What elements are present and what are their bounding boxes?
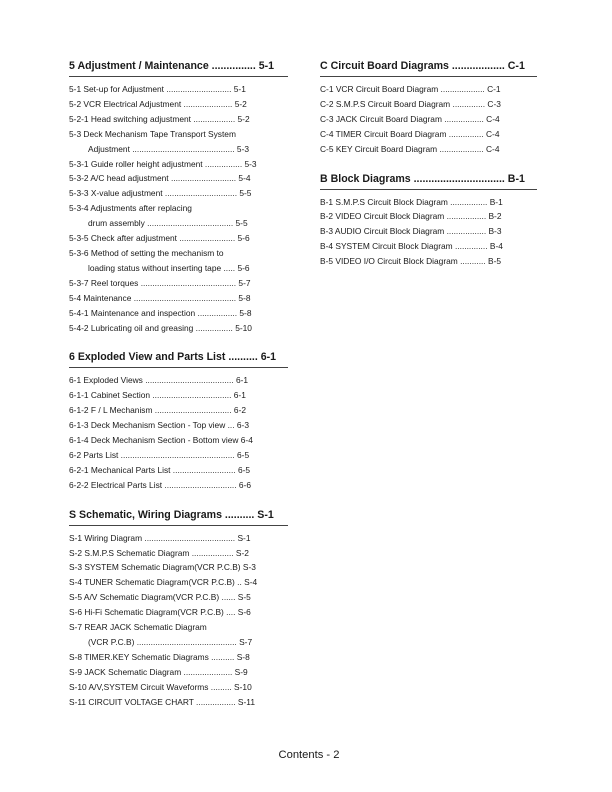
page-footer	[0, 749, 612, 761]
toc-entry[interactable]: S-1 Wiring Diagram ....................................... S-1	[69, 532, 251, 543]
section-heading[interactable]: S Schematic, Wiring Diagrams .......... S-1	[69, 509, 288, 526]
toc-entry[interactable]: loading status without inserting tape ..... 5-6	[88, 262, 250, 273]
toc-entry[interactable]: B-5 VIDEO I/O Circuit Block Diagram ........... B-5	[320, 256, 502, 267]
entry-list	[69, 82, 288, 335]
entry-list	[69, 373, 288, 492]
toc-section-6	[69, 351, 288, 492]
toc-entry[interactable]: 6-2-2 Electrical Parts List ............................... 6-6	[69, 479, 251, 490]
right-column	[320, 60, 537, 285]
toc-entry[interactable]: 5-3-5 Check after adjustment ........................ 5-6	[69, 233, 250, 244]
toc-entry[interactable]: C-1 VCR Circuit Board Diagram ................... C-1	[320, 84, 501, 94]
toc-entry[interactable]: S-7 REAR JACK Schematic Diagram	[69, 622, 207, 633]
toc-entry[interactable]: 6-1-2 F / L Mechanism ................................. 6-2	[69, 405, 247, 416]
toc-entry[interactable]: C-3 JACK Circuit Board Diagram ................. C-4	[320, 113, 500, 124]
toc-section-b	[320, 173, 537, 270]
toc-entry[interactable]: 5-4-1 Maintenance and inspection ................. 5-8	[69, 307, 252, 318]
toc-entry[interactable]: 5-2-1 Head switching adjustment .................. 5-2	[69, 113, 250, 124]
toc-entry[interactable]: 6-2 Parts List ................................................. 6-5	[69, 449, 250, 460]
toc-entry[interactable]: C-4 TIMER Circuit Board Diagram ............... C-4	[320, 128, 500, 139]
toc-section-c	[320, 60, 537, 157]
entry-list	[69, 531, 288, 710]
toc-entry[interactable]: 5-3-2 A/C head adjustment ............................ 5-4	[69, 173, 251, 184]
entry-list	[320, 82, 537, 157]
toc-entry[interactable]: 6-1-3 Deck Mechanism Section - Top view ... 6-3	[69, 420, 249, 431]
toc-entry[interactable]: 5-3-3 X-value adjustment ............................... 5-5	[69, 188, 252, 199]
section-heading[interactable]: C Circuit Board Diagrams .................. C-1	[320, 60, 537, 77]
section-heading[interactable]: 6 Exploded View and Parts List .......... 6-1	[69, 351, 288, 368]
toc-entry[interactable]: S-10 A/V,SYSTEM Circuit Waveforms ......... S-10	[69, 681, 252, 692]
section-heading[interactable]: B Block Diagrams ............................... B-1	[320, 173, 537, 190]
toc-entry[interactable]: 5-4-2 Lubricating oil and greasing ................ 5-10	[69, 322, 252, 333]
toc-entry[interactable]: S-11 CIRCUIT VOLTAGE CHART ................. S-11	[69, 696, 255, 707]
toc-entry[interactable]: 6-1-4 Deck Mechanism Section - Bottom view 6-4	[69, 435, 253, 446]
toc-entry[interactable]: B-1 S.M.P.S Circuit Block Diagram ................ B-1	[320, 196, 503, 207]
toc-entry[interactable]: 5-2 VCR Electrical Adjustment ..................... 5-2	[69, 98, 247, 109]
toc-entry[interactable]: S-6 Hi-Fi Schematic Diagram(VCR P.C.B) .... S-6	[69, 607, 251, 618]
toc-entry[interactable]: 5-3-4 Adjustments after replacing	[69, 203, 192, 214]
toc-entry[interactable]: S-4 TUNER Schematic Diagram(VCR P.C.B) .. S-4	[69, 577, 258, 588]
toc-entry[interactable]: S-9 JACK Schematic Diagram ..................... S-9	[69, 666, 248, 677]
toc-entry[interactable]: C-5 KEY Circuit Board Diagram ................... C-4	[320, 143, 500, 154]
section-heading[interactable]: 5 Adjustment / Maintenance ............... 5-1	[69, 60, 288, 77]
entry-list	[320, 195, 537, 270]
toc-entry[interactable]: 6-2-1 Mechanical Parts List ........................... 6-5	[69, 464, 251, 475]
toc-entry[interactable]: Adjustment ............................................ 5-3	[88, 143, 250, 154]
toc-entry[interactable]: 5-3 Deck Mechanism Tape Transport System	[69, 128, 236, 139]
toc-entry[interactable]: B-4 SYSTEM Circuit Block Diagram .............. B-4	[320, 241, 503, 252]
toc-entry[interactable]: B-3 AUDIO Circuit Block Diagram ................. B-3	[320, 226, 502, 237]
toc-entry[interactable]: (VCR P.C.B) ........................................... S-7	[88, 637, 253, 647]
toc-entry[interactable]: S-8 TIMER.KEY Schematic Diagrams .......... S-8	[69, 651, 250, 662]
toc-section-5	[69, 60, 288, 335]
toc-entry[interactable]: 5-3-1 Guide roller height adjustment ................ 5-3	[69, 158, 257, 169]
toc-entry[interactable]: 6-1 Exploded Views ...................................... 6-1	[69, 375, 249, 386]
left-column	[69, 60, 288, 726]
toc-entry[interactable]: S-5 A/V Schematic Diagram(VCR P.C.B) ...... S-5	[69, 592, 251, 603]
toc-entry[interactable]: C-2 S.M.P.S Circuit Board Diagram .............. C-3	[320, 98, 501, 109]
toc-entry[interactable]: drum assembly ..................................... 5-5	[88, 218, 248, 229]
toc-section-s	[69, 509, 288, 710]
toc-entry[interactable]: 5-3-6 Method of setting the mechanism to	[69, 247, 224, 258]
toc-entry[interactable]: B-2 VIDEO Circuit Block Diagram ................. B-2	[320, 211, 502, 222]
toc-entry[interactable]: S-3 SYSTEM Schematic Diagram(VCR P.C.B) S-3	[69, 562, 256, 573]
toc-entry[interactable]: 5-1 Set-up for Adjustment ............................ 5-1	[69, 84, 246, 94]
toc-entry[interactable]: 6-1-1 Cabinet Section .................................. 6-1	[69, 390, 246, 401]
toc-entry[interactable]: 5-4 Maintenance ............................................ 5-8	[69, 292, 251, 303]
toc-entry[interactable]: 5-3-7 Reel torques ......................................... 5-7	[69, 277, 251, 288]
toc-entry[interactable]: S-2 S.M.P.S Schematic Diagram .................. S-2	[69, 547, 249, 558]
page-number-label: Contents - 2	[278, 749, 340, 761]
